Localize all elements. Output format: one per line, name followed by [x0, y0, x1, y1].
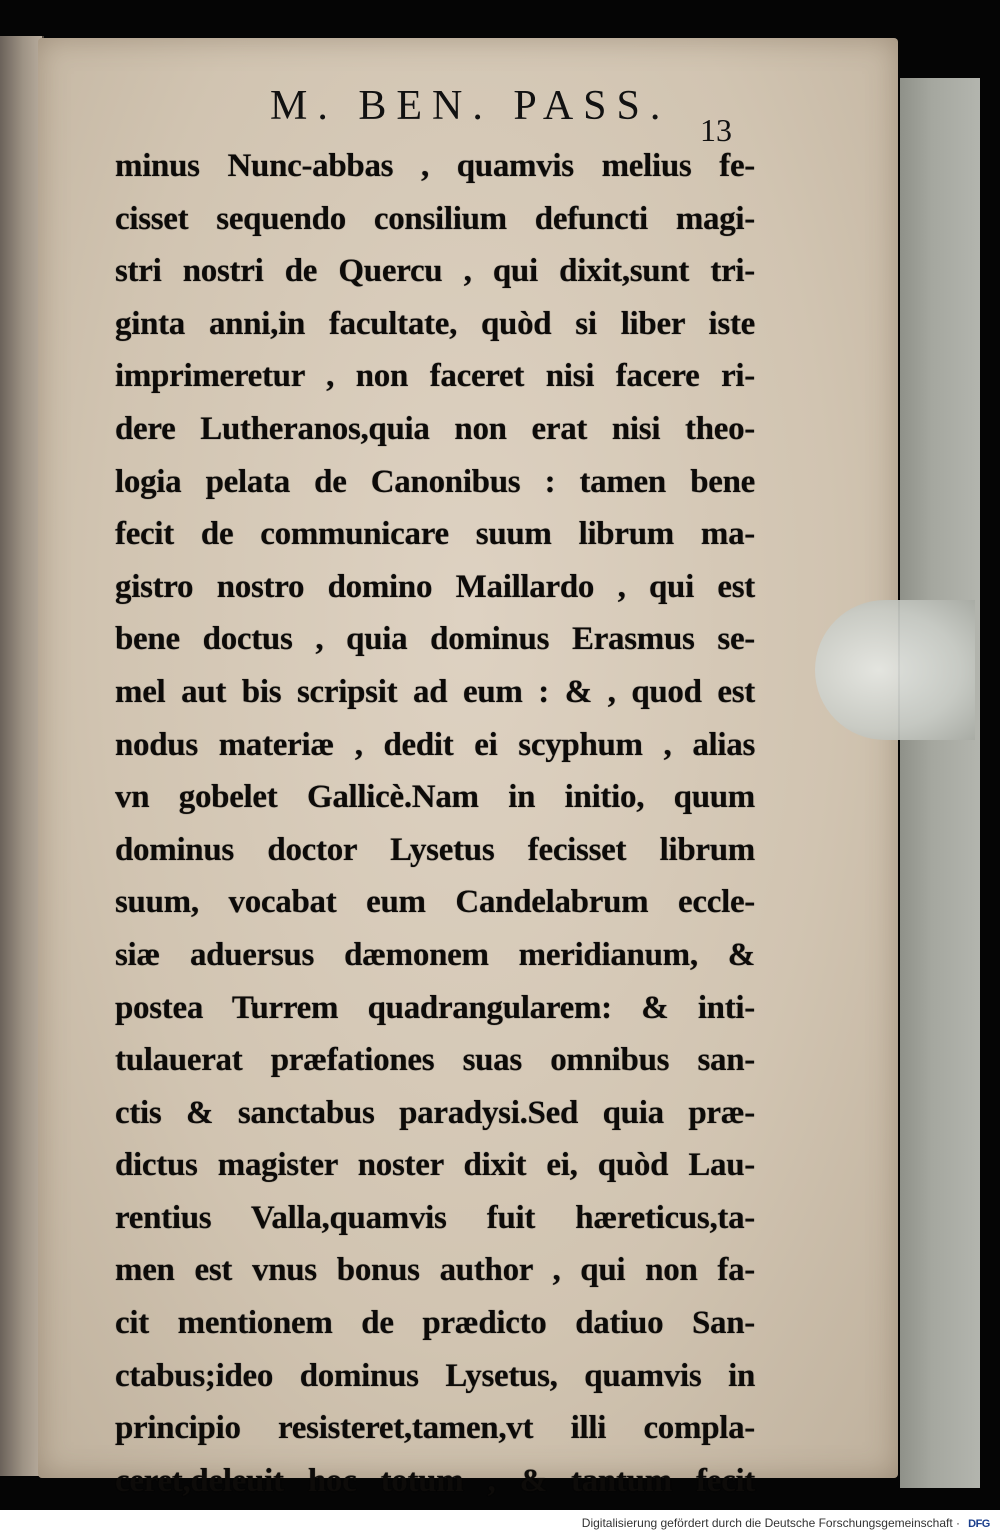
text-line: principio resisteret,tamen,vt illi compla-: [115, 1410, 755, 1447]
text-line: gistro nostro domino Maillardo , qui est: [115, 568, 755, 605]
text-line: dictus magister noster dixit ei, quòd Lau-: [115, 1147, 755, 1184]
text-line: ginta anni,in facultate, quòd si liber iste: [115, 305, 755, 342]
footer-bar: [0, 1510, 1000, 1538]
text-line: cisset sequendo consilium defuncti magi-: [115, 200, 755, 237]
text-line: ctabus;ideo dominus Lysetus, quamvis in: [115, 1357, 755, 1394]
dfg-logo-icon: DFG: [968, 1518, 990, 1530]
text-line: siæ aduersus dæmonem meridianum, &: [115, 936, 755, 973]
text-line: postea Turrem quadrangularem: & inti-: [115, 989, 755, 1026]
text-line: nodus materiæ , dedit ei scyphum , alias: [115, 726, 755, 763]
text-line: men est vnus bonus author , qui non fa-: [115, 1252, 755, 1289]
text-line: suum, vocabat eum Candelabrum eccle-: [115, 884, 755, 921]
page-clip: [815, 600, 975, 740]
text-line: stri nostri de Quercu , qui dixit,sunt tri-: [115, 253, 755, 290]
text-line: mel aut bis scripsit ad eum : & , quod est: [115, 673, 755, 710]
text-line: bene doctus , quia dominus Erasmus se-: [115, 621, 755, 658]
text-line: dere Lutheranos,quia non erat nisi theo-: [115, 410, 755, 447]
text-line: logia pelata de Canonibus : tamen bene: [115, 463, 755, 500]
text-line: cit mentionem de prædicto datiuo San-: [115, 1305, 755, 1342]
text-line: rentius Valla,quamvis fuit hæreticus,ta-: [115, 1199, 755, 1236]
text-line: minus Nunc-abbas , quamvis melius fe-: [115, 148, 755, 184]
funding-credit: Digitalisierung gefördert durch die Deutsche Forschungsgemeinschaft ·: [581, 1516, 960, 1530]
text-line: vn gobelet Gallicè.Nam in initio, quum: [115, 779, 755, 816]
right-background-strip: [900, 78, 980, 1488]
text-line: tulauerat præfationes suas omnibus san-: [115, 1042, 755, 1079]
page-number: 13: [700, 112, 732, 148]
text-line: imprimeretur , non faceret nisi facere ri-: [115, 358, 755, 395]
body-text: [115, 140, 755, 1510]
text-line: ceret,deleuit hoc totum , & tantum fecit: [115, 1462, 755, 1499]
text-line: ctis & sanctabus paradysi.Sed quia præ-: [115, 1094, 755, 1131]
text-line: fecit de communicare suum librum ma-: [115, 516, 755, 553]
text-line: dominus doctor Lysetus fecisset librum: [115, 831, 755, 868]
running-header: M. BEN. PASS.: [270, 83, 671, 129]
